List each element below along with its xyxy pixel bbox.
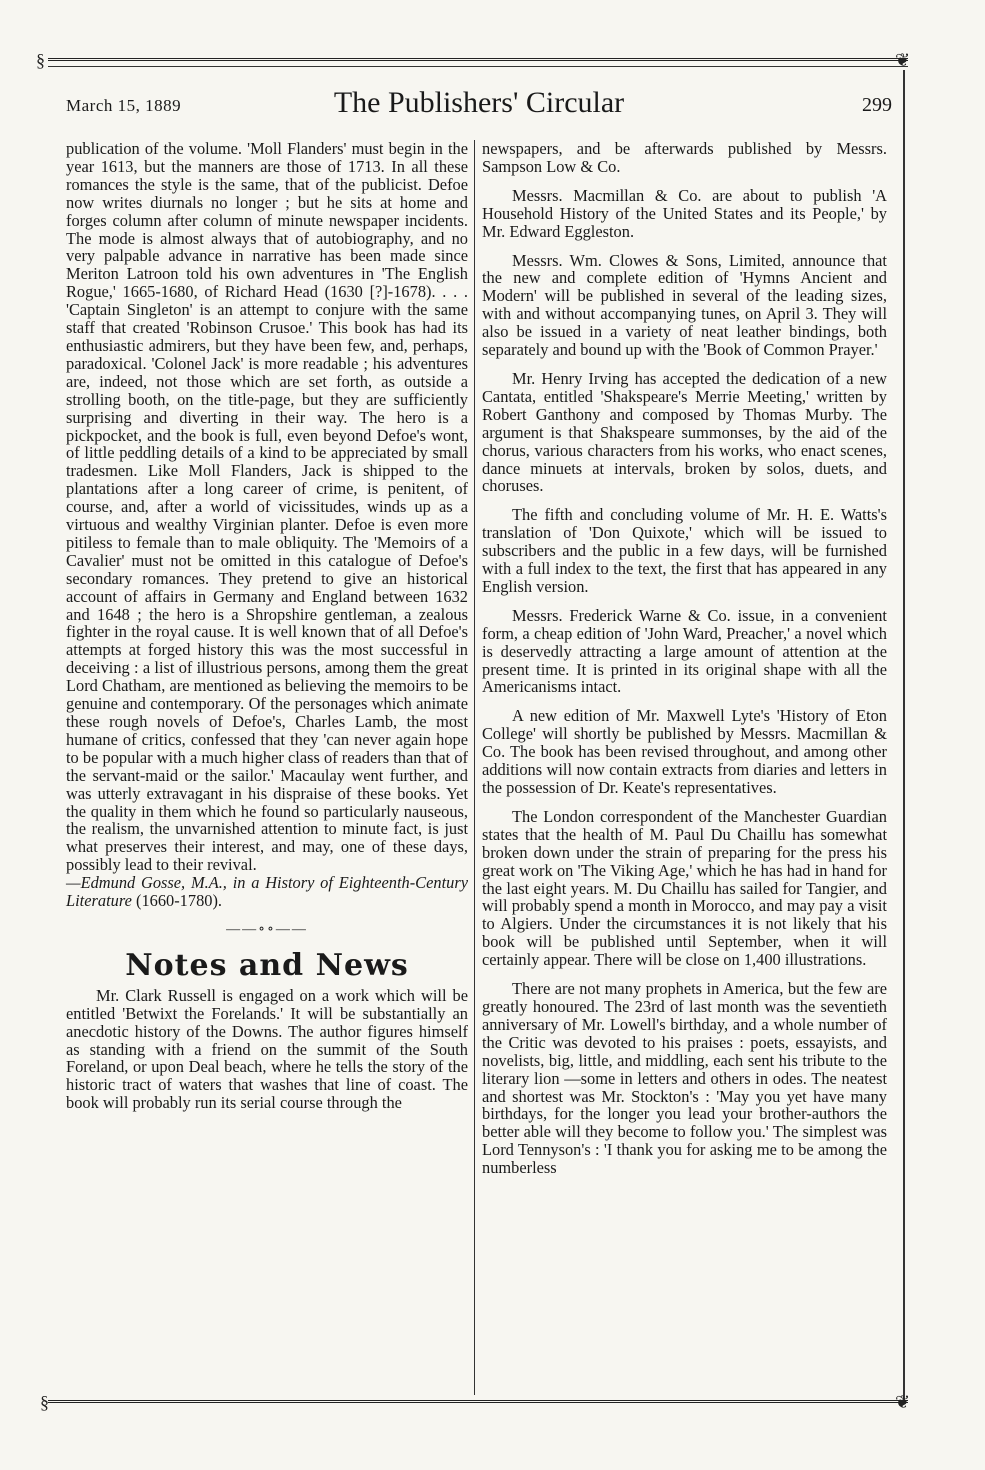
right-edge-rule bbox=[903, 70, 905, 1400]
page-number: 299 bbox=[862, 94, 892, 116]
news-paragraph: newspapers, and be afterwards published by Messrs. Sampson Low & Co. bbox=[482, 139, 887, 176]
news-paragraph: Mr. Clark Russell is engaged on a work which will be entitled 'Betwixt the Forelands.' It will be substantially an anecdotic history of the Downs. The author figures himself as standing with a friend on the summit of the South Foreland, or upon Deal beach, where he tells the story of the historic tract of waters that washes that line of coast. The book will probably run its serial course through the bbox=[66, 985, 468, 1113]
right-column bbox=[482, 140, 887, 1188]
issue-date: March 15, 1889 bbox=[66, 96, 182, 115]
left-column bbox=[66, 140, 468, 1123]
news-paragraph: The fifth and concluding volume of Mr. H. E. Watts's translation of 'Don Quixote,' which will be issued to subscribers and the public in a few days, will be furnished with a full index to the text, the first that has appeared in any English version. bbox=[482, 505, 887, 596]
top-double-rule bbox=[48, 58, 908, 61]
bottom-double-rule bbox=[48, 1400, 908, 1403]
section-heading: Notes and News bbox=[125, 947, 409, 983]
left-bottom-ornament: § bbox=[40, 1392, 49, 1412]
section-divider-ornament: ——∘∘—— bbox=[226, 921, 308, 937]
publication-title: The Publishers' Circular bbox=[333, 86, 625, 119]
news-paragraph: Messrs. Frederick Warne & Co. issue, in a convenient form, a cheap edition of 'John Ward, Preacher,' a novel which is deservedly attracting a large amount of attention at the present time. It is printed in its original shape with all the Americanisms intact. bbox=[482, 605, 887, 697]
column-divider bbox=[474, 140, 475, 1395]
news-paragraph: There are not many prophets in America, but the few are greatly honoured. The 23rd of last month was the seventieth anniversary of Mr. Lowell's birthday, and a whole number of the Critic was devoted to his praises : poets, essayists, and novelists, big, little, and middling, each sent his tribute to the literary lion —some in letters and others in odes. The neatest and shortest was Mr. Stockton's : 'May you yet have many birthdays, for the longer you lead your brother-authors the better able will they become to follow you.' The simplest was Lord Tennyson's : 'I thank you for asking me to be among the numberless bbox=[482, 979, 887, 1178]
article-citation bbox=[66, 874, 468, 910]
top-single-rule bbox=[48, 66, 908, 67]
right-bottom-ornament: ❦ bbox=[895, 1392, 911, 1412]
right-top-ornament: ❦ bbox=[895, 50, 911, 70]
news-paragraph: A new edition of Mr. Maxwell Lyte's 'History of Eton College' will shortly be published by Messrs. Macmillan & Co. The book has been revised throughout, and among other additions will now contain extracts from diaries and letters in the possession of Dr. Keate's representatives. bbox=[482, 706, 887, 797]
citation-author: —Edmund Gosse, M.A., in a History of Eighteenth-Century Literature bbox=[66, 873, 468, 911]
left-top-ornament: § bbox=[36, 50, 45, 70]
news-paragraph: Messrs. Wm. Clowes & Sons, Limited, announce that the new and complete edition of 'Hymns Ancient and Modern' will be published in several of the leading sizes, with and without accompanying tunes, on April 3. They will also be issued in a variety of neat leather bindings, both separately and bound up with the 'Book of Common Prayer.' bbox=[482, 250, 887, 360]
news-paragraph: Messrs. Macmillan & Co. are about to publish 'A Household History of the United States and its People,' by Mr. Edward Eggleston. bbox=[482, 185, 887, 241]
citation-dates: (1660-1780). bbox=[135, 891, 223, 911]
news-paragraph: Mr. Henry Irving has accepted the dedication of a new Cantata, entitled 'Shakspeare's Merrie Meeting,' written by Robert Ganthony and composed by Thomas Murby. The argument is that Shakspeare summonses, by the aid of the chorus, various characters from his works, who enact scenes, dance minuets at intervals, broken by solos, duets, and choruses. bbox=[482, 368, 887, 496]
news-paragraph: The London correspondent of the Manchester Guardian states that the health of M. Paul Du Chaillu has somewhat broken down under the strain of preparing for the press his great work on 'The Viking Age,' which he has had in hand for the last eight years. M. Du Chaillu has sailed for Tangier, and will probably spend a month in Morocco, and may pay a visit to Algiers. Under the circumstances it is not likely that his book will be published until September, when it will certainly appear. There will be close on 1,400 illustrations. bbox=[482, 806, 887, 970]
article-paragraph: publication of the volume. 'Moll Flanders' must begin in the year 1613, but the manners are those of 1713. In all these romances the style is the same, that of the publicist. Defoe now writes diurnals no longer ; but he sits at home and forges column after column of minute newspaper incidents. The mode is almost always that of autobiography, and no very palpable advance in narrative has been made since Meriton Latroon told his own adventures in 'The English Rogue,' 1665-1680, of Richard Head (1630 [?]-1678). . . . 'Captain Singleton' is an attempt to conjure with the same staff that created 'Robinson Crusoe.' This book has had its enthusiastic admirers, but they have been few, and, perhaps, paradoxical. 'Colonel Jack' is more readable ; his adventures are, indeed, not those which are set forth, as outside a strolling booth, on the title-page, but they are sufficiently surprising and diverting in their way. The hero is a pickpocket, and the book is full, even beyond Defoe's wont, of little peddling details of a kind to be appreciated by small tradesmen. Like Moll Flanders, Jack is shipped to the plantations after a long career of crime, is penitent, of course, and, after a world of vicissitudes, winds up as a virtuous and wealthy Virginian planter. Defoe is even more pitiless to female than to male obliquity. The 'Memoirs of a Cavalier' must not be omitted in this catalogue of Defoe's secondary romances. They pretend to give an historical account of affairs in Germany and England between 1632 and 1648 ; the hero is a Shropshire gentleman, a zealous fighter in the royal cause. It is well known that of all Defoe's attempts at forged history this was the most successful in deceiving : a list of illustrious persons, among them the great Lord Chatham, are mentioned as believing the memoirs to be genuine and contemporary. Of the personages which animate these rough novels of Defoe's, Charles Lamb, the most humane of critics, confessed that they 'can never again hope to be popular with a much higher class of readers than that of the servant-maid or the sailor.' Macaulay went further, and was utterly extravagant in his dispraise of these books. Yet the quality in them which he found so particularly nauseous, the realism, the unvarnished attention to minute fact, is just what preserves their interest, and may, one of these days, possibly lead to their revival. bbox=[66, 139, 468, 875]
page-header bbox=[66, 86, 892, 122]
